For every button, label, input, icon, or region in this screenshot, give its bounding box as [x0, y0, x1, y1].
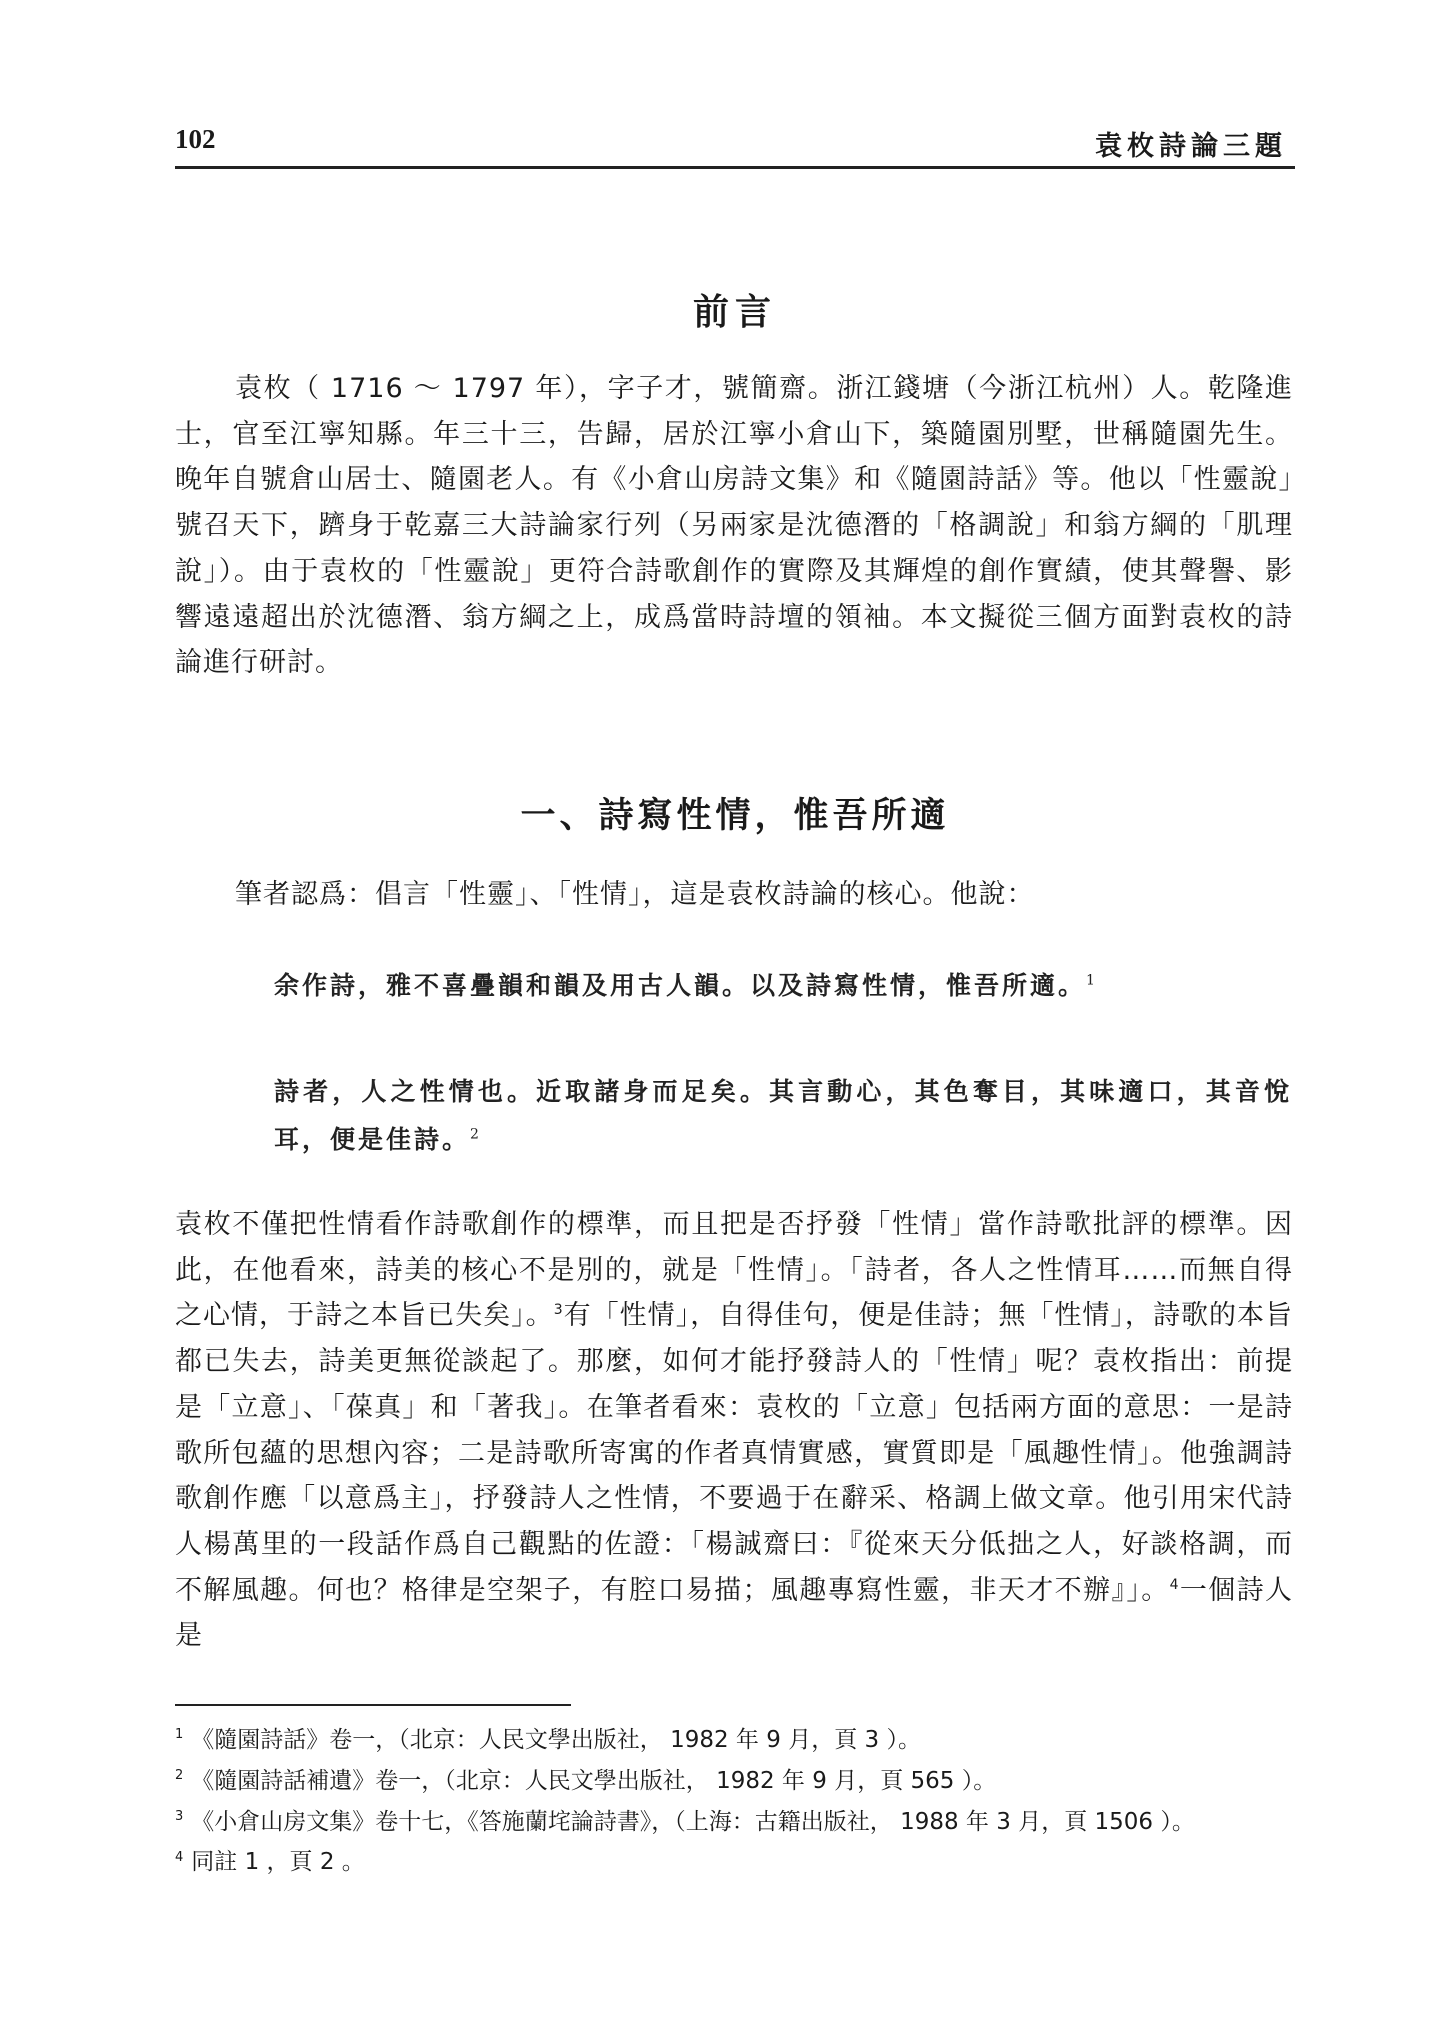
footnote-2 — [175, 1761, 1293, 1802]
section-1-heading: 一、詩寫性情，惟吾所適 — [520, 796, 950, 836]
footnote-ref-4[interactable]: 4 — [1169, 1576, 1180, 1593]
block-quote-1 — [274, 962, 1292, 1010]
footnote-1-mark: 1 — [175, 1727, 184, 1743]
footnote-3 — [175, 1802, 1293, 1843]
block-quote-1-text: 余作詩，雅不喜疊韻和韻及用古人韻。以及詩寫性情，惟吾所適。 — [274, 971, 1087, 1000]
footnote-4 — [175, 1842, 1293, 1883]
preface-paragraph: 袁枚（ 1716 ～ 1797 年），字子才，號簡齋。浙江錢塘（今浙江杭州）人。乾隆進士，官至江寧知縣。年三十三，告歸，居於江寧小倉山下，築隨園別墅，世稱隨園先生。晚年自號倉山居士、隨園老人。有《小倉山房詩文集》和《隨園詩話》等。他以「性靈說」號召天下，躋身于乾嘉三大詩論家行列（另兩家是沈德潛的「格調說」和翁方綱的「肌理說」）。由于袁枚的「性靈說」更符合詩歌創作的實際及其輝煌的創作實績，使其聲譽、影響遠遠超出於沈德潛、翁方綱之上，成爲當時詩壇的領袖。本文擬從三個方面對袁枚的詩論進行研討。 — [175, 373, 1293, 679]
footnote-ref-3[interactable]: 3 — [553, 1302, 564, 1319]
footnote-2-text: 《隨園詩話補遺》卷一，（北京：人民文學出版社， 1982 年 9 月，頁 565 ）。 — [191, 1767, 997, 1794]
footnote-4-text: 同註 1 ，頁 2 。 — [191, 1849, 365, 1876]
footnote-ref-2[interactable]: 2 — [470, 1126, 482, 1143]
footnote-2-mark: 2 — [175, 1768, 184, 1784]
footnote-1 — [175, 1720, 1293, 1761]
footnote-divider — [175, 1704, 571, 1706]
footnote-1-text: 《隨園詩話》卷一，（北京：人民文學出版社， 1982 年 9 月，頁 3 ）。 — [191, 1727, 921, 1753]
body-text-part-2: 有「性情」，自得佳句，便是佳詩；無「性情」，詩歌的本旨都已失去，詩美更無從談起了。那麼，如何才能抒發詩人的「性情」呢？袁枚指出：前提是「立意」、「葆真」和「著我」。在筆者看來：袁枚的「立意」包括兩方面的意思：一是詩歌所包蘊的思想內容；二是詩歌所寄寓的作者真情實感，實質即是「風趣性情」。他強調詩歌創作應「以意爲主」，抒發詩人之性情，不要過于在辭采、格調上做文章。他引用宋代詩人楊萬里的一段話作爲自己觀點的佐證：「楊誠齋曰：『從來天分低拙之人，好談格調，而不解風趣。何也？格律是空架子，有腔口易描；風趣專寫性靈，非天才不辦』」。 — [175, 1300, 1294, 1606]
footnotes-list — [175, 1720, 1293, 1883]
page-header — [175, 122, 1295, 169]
section-1-body-paragraph — [175, 1202, 1293, 1659]
block-quote-2 — [274, 1068, 1292, 1164]
body-text-part-1: 袁枚不僅把性情看作詩歌創作的標準，而且把是否抒發「性情」當作詩歌批評的標準。因此，在他看來，詩美的核心不是別的，就是「性情」。「詩者，各人之性情耳……而無自得之心情，于詩之本旨已失矣」。 — [175, 1209, 1293, 1332]
section-1-lead-paragraph: 筆者認爲：倡言「性靈」、「性情」，這是袁枚詩論的核心。他說： — [235, 879, 1035, 910]
block-quote-2-text: 詩者，人之性情也。近取諸身而足矣。其言動心，其色奪目，其味適口，其音悅耳，便是佳詩。 — [274, 1077, 1292, 1154]
running-title: 袁枚詩論三題 — [1095, 131, 1287, 162]
page-number: 102 — [175, 124, 216, 154]
footnote-3-mark: 3 — [175, 1808, 184, 1824]
preface-heading: 前言 — [692, 292, 777, 333]
body-text-part-3: 一個詩人是 — [175, 1574, 1294, 1652]
footnote-ref-1[interactable]: 1 — [1086, 972, 1098, 989]
footnote-3-text: 《小倉山房文集》卷十七，《答施蘭垞論詩書》，（上海：古籍出版社， 1988 年 3 月，頁 1506 ）。 — [191, 1808, 1195, 1835]
footnote-4-mark: 4 — [175, 1849, 184, 1865]
